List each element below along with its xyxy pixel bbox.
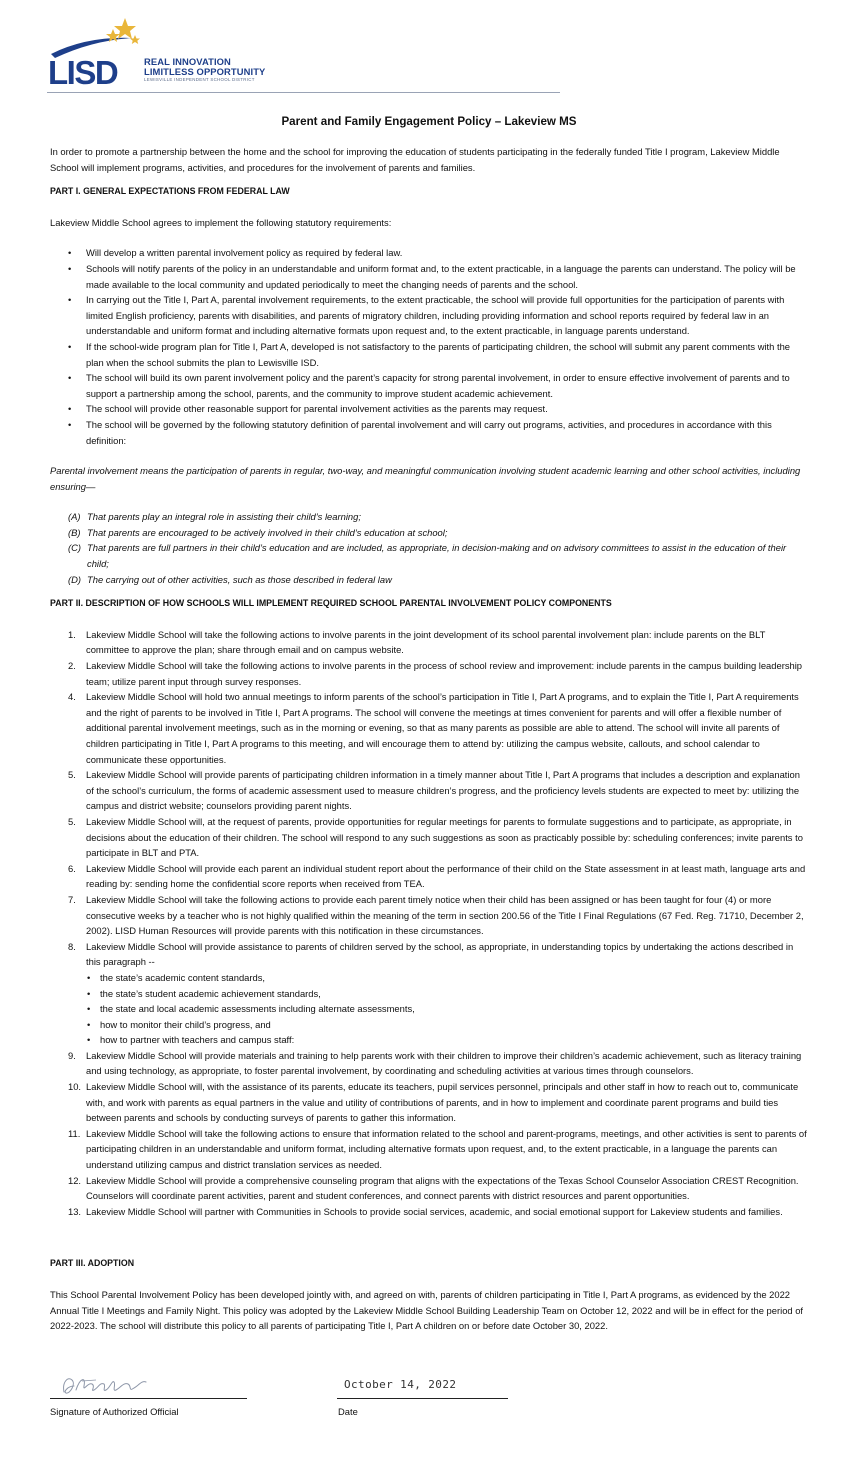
requirements-list: [50, 245, 810, 448]
part2-heading: PART II. DESCRIPTION OF HOW SCHOOLS WILL IMPLEMENT REQUIRED SCHOOL PARENTAL INVOLVEMENT POLICY COMPONENTS: [50, 598, 612, 609]
list-text: Lakeview Middle School will provide parents of participating children information in a timely manner about Title I, Part A programs that includes a description and explanation of the school’s curriculum, the forms of academic assessment used to measure children’s progress, and the proficiency levels students are expected to meet by: utilizing the campus and district website; counselors providing parent nights.: [86, 769, 800, 812]
list-number: 8.: [68, 940, 76, 952]
list-item: • The school will build its own parent involvement policy and the parent’s capacity for strong parental involvement, in order to ensure effective involvement of parents and to support a partnership among the school, parents, and the community to improve student academic achievement.: [86, 370, 810, 401]
list-text: Lakeview Middle School will take the following actions to ensure that information related to the school and parent-programs, meetings, and other activities is sent to parents of participating children in an understandable and uniform format, including alternative formats upon request, and, to the extent practicable, in a language the parents can understand utilizing campus and district translation services as needed.: [86, 1127, 807, 1171]
list-text: Lakeview Middle School will hold two annual meetings to inform parents of the school’s participation in Title I, Part A programs, and to explain the Title I, Part A requirements and the right of parents to be involved in Title I, Part A programs. The school will convene the meetings at times convenient for parents and will offer a flexible number of additional parental involvement meetings, such as in the morning or evening, so that as many parents as possible are able to attend. The school will invite all parents of children participating in Title I, Part A programs to this meeting, and will encourage them to attend by: utilizing the campus website, callouts, and school calendar to communicate these opportunities.: [86, 691, 799, 765]
intro-paragraph: In order to promote a partnership between the home and the school for improving the education of students participating in the federally funded Title I program, Lakeview Middle School will implement programs, activities, and procedures for the involvement of parents and families.: [50, 146, 780, 173]
list-marker: (D): [68, 573, 82, 585]
date-line: [337, 1398, 508, 1399]
list-number: 13.: [68, 1205, 82, 1217]
list-item: [68, 689, 810, 767]
date-label: Date: [338, 1406, 358, 1417]
list-number: 5.: [68, 815, 76, 827]
assistance-topics-list: [86, 970, 810, 1048]
list-marker: (C): [68, 542, 82, 554]
list-item: • The school will be governed by the following statutory definition of parental involvement and will carry out programs, activities, and procedures in accordance with this definition:: [86, 417, 810, 448]
adoption-paragraph: This School Parental Involvement Policy has been developed jointly with, and agreed on with, parents of children participating in Title I, Part A programs, as evidenced by the 2022 Annual Title I Meetings and Family Night. This policy was adopted by the Lakeview Middle School Building Leadership Team on October 12, 2022 and will be in effect for the period of 2022-2023. The school will distribute this policy to all parents of participating Title I, Part A children on or before date October 30, 2022.: [50, 1289, 804, 1332]
star-icon-small: [130, 35, 140, 44]
list-number: 1.: [68, 628, 76, 640]
lisd-logo: [47, 16, 147, 88]
list-item: • the state’s academic content standards,: [100, 970, 810, 986]
list-text: That parents play an integral role in assisting their child’s learning;: [87, 511, 361, 523]
list-number: 12.: [68, 1174, 82, 1186]
list-text: Lakeview Middle School will take the following actions to involve parents in the joint development of its school parental involvement plan: include parents on the BLT committee to approve the plan; share through email and on campus website.: [86, 628, 766, 656]
list-marker: (A): [68, 511, 81, 523]
document-body: [50, 144, 810, 1334]
list-text: Lakeview Middle School will, at the request of parents, provide opportunities for regular meetings for parents to formulate suggestions and to participate, as appropriate, in decisions about the education of their children. The school will respond to any such suggestions as soon as practicably possible by: scheduling conferences; invite parents to participate in BLT and PTA.: [86, 815, 803, 859]
definition-paragraph: Parental involvement means the participation of parents in regular, two-way, and meaningful communication involving student academic learning and other school activities, including ensuring—: [50, 465, 801, 492]
list-item: • Schools will notify parents of the policy in an understandable and uniform format and, to the extent practicable, in a language the parents can understand. The policy will be made available to the local community and updated periodically to meet the changing needs of parents and the school.: [86, 261, 810, 292]
list-number: 9.: [68, 1049, 76, 1061]
definition-list: [50, 509, 810, 587]
logo-tagline: [144, 57, 265, 83]
signature-block: [50, 1372, 520, 1422]
list-item: • The school will provide other reasonable support for parental involvement activities as the parents may request.: [86, 401, 810, 417]
date-value: October 14, 2022: [344, 1378, 457, 1391]
list-number: 7.: [68, 893, 76, 905]
list-number: 6.: [68, 862, 76, 874]
list-item: [68, 509, 810, 525]
list-text: That parents are full partners in their child’s education and are included, as appropriate, in decision-making and on advisory committees to assist in the education of their child;: [87, 542, 787, 570]
list-number: 5.: [68, 769, 76, 781]
list-text: Lakeview Middle School will provide assistance to parents of children served by the school, as appropriate, in understanding topics by undertaking the actions described in this paragraph --: [86, 940, 794, 968]
list-number: 4.: [68, 691, 76, 703]
tagline-line-3: LEWISVILLE INDEPENDENT SCHOOL DISTRICT: [144, 77, 255, 82]
list-number: 11.: [68, 1127, 81, 1139]
document-title: Parent and Family Engagement Policy – Lakeview MS: [281, 115, 577, 128]
list-item: [68, 767, 810, 814]
list-item: [68, 1048, 810, 1079]
list-item: • Will develop a written parental involvement policy as required by federal law.: [86, 245, 810, 261]
list-item: [68, 540, 810, 571]
list-text: Lakeview Middle School will provide a comprehensive counseling program that aligns with the expectations of the Texas School Counselor Association CREST Recognition. Counselors will coordinate parent activities, parent and student conferences, and connect parents with district resources and parent opportunities.: [86, 1174, 799, 1202]
signature-label: Signature of Authorized Official: [50, 1406, 179, 1417]
list-text: Lakeview Middle School will provide materials and training to help parents work with their children to improve their children’s academic achievement, such as literacy training and using technology, as appropriate, to foster parental involvement, by coordinating and scheduling activities at various times through counselors.: [86, 1049, 802, 1077]
list-item: [68, 1204, 810, 1220]
part1-lead: Lakeview Middle School agrees to implement the following statutory requirements:: [50, 216, 392, 228]
list-item: [68, 1079, 810, 1126]
signature-line: [50, 1398, 247, 1399]
list-item: [68, 525, 810, 541]
list-text: Lakeview Middle School will provide each parent an individual student report about the performance of their child on the State assessment in at least math, language arts and reading by: sending home the confidential score reports when received from TEA.: [86, 862, 806, 890]
list-item: • In carrying out the Title I, Part A, parental involvement requirements, to the extent practicable, the school will provide full opportunities for the participation of parents with limited English proficiency, parents with disabilities, and parents of migratory children, including providing information and school reports required by federal law in an understandable and uniform format and including alternative formats upon request and, to the extent practicable, in language parents understand.: [86, 292, 810, 339]
list-text: That parents are encouraged to be actively involved in their child’s education at school;: [87, 526, 448, 538]
list-item: [68, 892, 810, 939]
list-item: [68, 939, 810, 1048]
list-item: [68, 627, 810, 658]
header-divider: [47, 92, 560, 93]
list-text: Lakeview Middle School will partner with Communities in Schools to provide social services, academic, and social emotional support for Lakeview students and families.: [86, 1205, 783, 1217]
list-item: • the state and local academic assessments including alternate assessments,: [100, 1001, 810, 1017]
list-item: [68, 1173, 810, 1204]
list-item: • If the school-wide program plan for Title I, Part A, developed is not satisfactory to the parents of participating children, the school will submit any parent comments with the plan when the school submits the plan to Lewisville ISD.: [86, 339, 810, 370]
list-text: The carrying out of other activities, such as those described in federal law: [87, 573, 392, 585]
part3-heading: PART III. ADOPTION: [50, 1258, 135, 1269]
district-header: [47, 16, 567, 96]
list-item: [68, 814, 810, 861]
list-item: [68, 658, 810, 689]
list-text: Lakeview Middle School will take the following actions to involve parents in the process of school review and improvement: include parents in the campus building leadership team; utilize parent input through survey responses.: [86, 660, 803, 687]
list-number: 2.: [68, 660, 76, 672]
list-item: • how to partner with teachers and campus staff:: [100, 1032, 810, 1048]
list-number: 10.: [68, 1081, 82, 1093]
list-item: • how to monitor their child’s progress, and: [100, 1017, 810, 1033]
part1-heading: PART I. GENERAL EXPECTATIONS FROM FEDERAL LAW: [50, 186, 290, 197]
handwritten-signature: [58, 1372, 150, 1398]
logo-wordmark: LISD: [48, 54, 118, 88]
implementation-list: [50, 627, 810, 1220]
list-text: Lakeview Middle School will take the following actions to provide each parent timely notice when their child has been assigned or has been taught for four (4) or more consecutive weeks by a teacher who is not highly qualified within the meaning of the term in section 200.56 of the Title I Final Regulations (67 Fed. Reg. 71710, December 2, 2002). LISD Human Resources will provide parents with this notification in these circumstances.: [86, 893, 804, 937]
list-item: [68, 861, 810, 892]
list-item: [68, 572, 810, 588]
tagline-line-1: REAL INNOVATION: [144, 56, 231, 67]
list-item: • the state’s student academic achievement standards,: [100, 986, 810, 1002]
list-item: [68, 1126, 810, 1173]
list-marker: (B): [68, 526, 81, 538]
tagline-line-2: LIMITLESS OPPORTUNITY: [144, 66, 266, 77]
list-text: Lakeview Middle School will, with the assistance of its parents, educate its teachers, pupil services personnel, principals and other staff in how to reach out to, communicate with, and work with parents as equal partners in the value and utility of contributions of parents, and in how to implement and coordinate parent programs and build ties between parents and schools by conducting surveys of parents to gather this information.: [86, 1081, 799, 1124]
